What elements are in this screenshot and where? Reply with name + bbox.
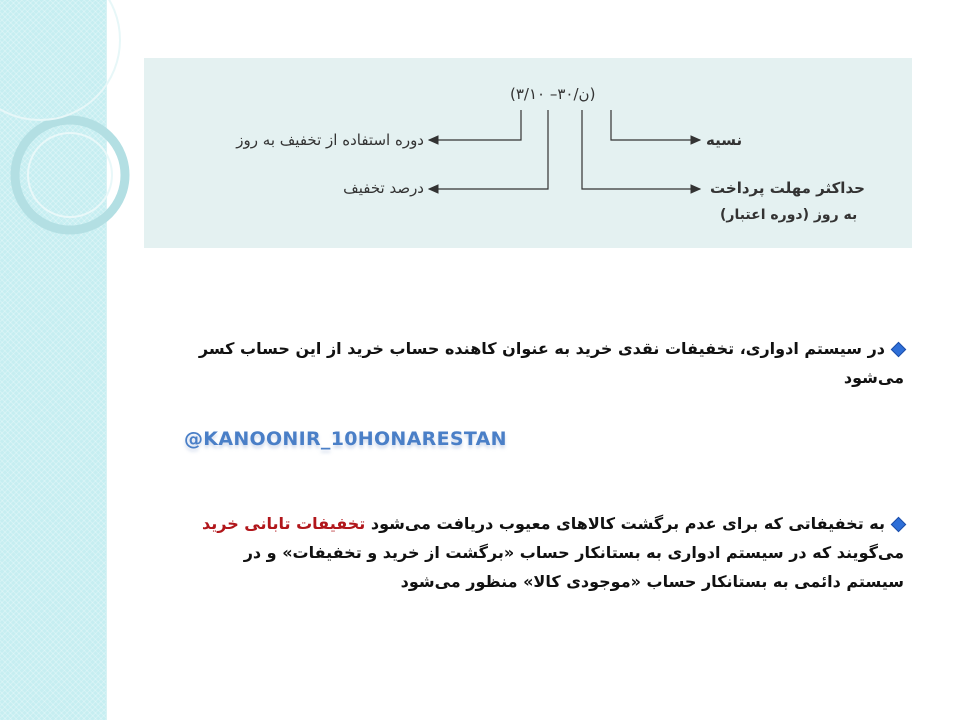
paragraph1-text: در سیستم ادواری، تخفیفات نقدی خرید به عنوان کاهنده حساب خرید از این حساب کسر می‌شود xyxy=(198,339,904,387)
credit-label: نسیه xyxy=(706,131,743,149)
max-payment-sub-label: به روز (دوره اعتبار) xyxy=(720,207,858,223)
usage-period-label xyxy=(236,131,424,149)
paragraph2-part1: به تخفیفاتی که برای عدم برگشت کالاهای معیوب دریافت می‌شود xyxy=(370,514,885,533)
paragraph-purchase-allowances xyxy=(194,509,904,596)
highlighted-term: تخفیفات تابانی خرید xyxy=(201,514,366,533)
discount-terms-figure xyxy=(144,58,912,248)
channel-handle: @KANOONIR_10HONARESTAN xyxy=(184,428,507,450)
usage-period-rest: از تخفیف به روز xyxy=(236,131,338,149)
diamond-bullet-icon xyxy=(891,342,907,358)
discount-percent-rest: تخفیف xyxy=(343,179,385,197)
paragraph2-part2: می‌گویند که در سیستم ادواری به بستانکار حساب «برگشت از خرید و تخفیفات» و در سیستم دائمی به بستانکار حساب «موجودی کالا» منظور می‌شود xyxy=(243,543,904,591)
usage-period-bold: دوره استفاده xyxy=(342,131,424,149)
diamond-bullet-icon xyxy=(891,517,907,533)
decorative-side-band xyxy=(0,0,107,720)
paragraph-periodic-discount xyxy=(164,334,904,392)
max-payment-label: حداکثر مهلت پرداخت xyxy=(710,179,865,197)
discount-percent-bold: درصد xyxy=(389,179,424,197)
discount-percent-label xyxy=(343,179,424,197)
terms-formula: (ن/۳۰– ۳/۱۰) xyxy=(510,85,596,103)
